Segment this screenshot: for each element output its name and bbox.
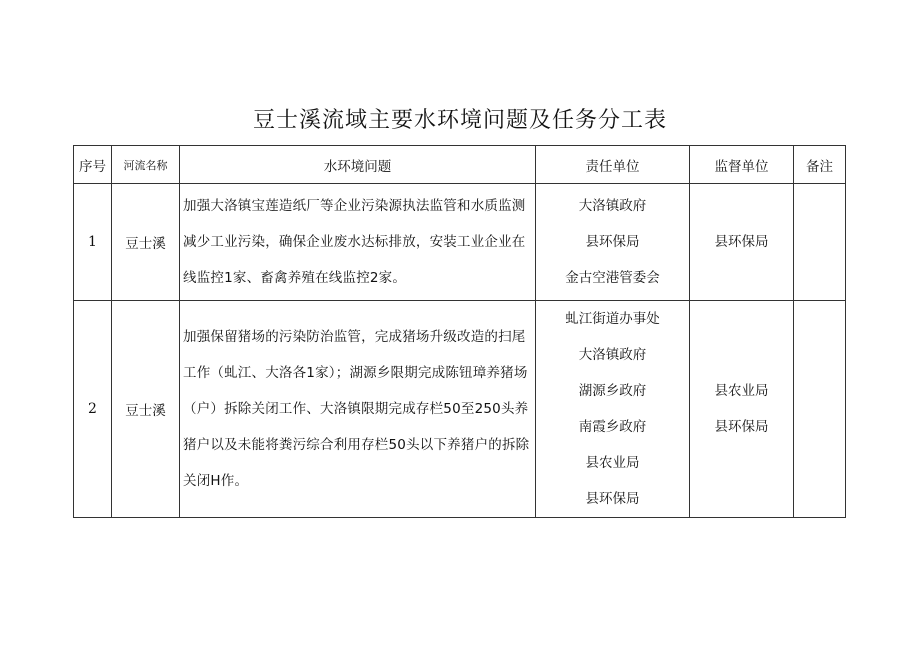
row-serial: 1 (74, 184, 112, 301)
supervisor-unit: 县环保局 (714, 419, 769, 435)
task-table (73, 145, 846, 518)
row-river: 豆士溪 (112, 184, 180, 301)
row-serial: 2 (74, 301, 112, 518)
responsible-unit: 县环保局 (585, 234, 640, 250)
responsible-unit: 县农业局 (585, 455, 640, 471)
header-responsible: 责任单位 (536, 146, 690, 184)
responsible-unit: 虬江街道办事处 (565, 311, 660, 327)
header-river: 河流名称 (112, 146, 180, 184)
row-river: 豆士溪 (112, 301, 180, 518)
row-supervisor (690, 184, 794, 301)
row-supervisor (690, 301, 794, 518)
table-row (74, 301, 846, 518)
page-title: 豆士溪流域主要水环境问题及任务分工表 (252, 108, 667, 133)
header-serial: 序号 (74, 146, 112, 184)
responsible-unit: 大洛镇政府 (578, 198, 647, 214)
row-remarks (794, 301, 846, 518)
supervisor-unit: 县环保局 (714, 234, 769, 250)
supervisor-unit: 县农业局 (714, 383, 769, 399)
table-row (74, 184, 846, 301)
header-remarks: 备注 (794, 146, 846, 184)
responsible-unit: 县环保局 (585, 491, 640, 507)
row-responsible (536, 301, 690, 518)
row-responsible (536, 184, 690, 301)
responsible-unit: 湖源乡政府 (578, 383, 647, 399)
responsible-unit: 南霞乡政府 (578, 419, 647, 435)
responsible-unit: 大洛镇政府 (578, 347, 647, 363)
row-problem: 加强大洛镇宝莲造纸厂等企业污染源执法监管和水质监测减少工业污染，确保企业废水达标排放，安装工业企业在线监控1家、畜禽养殖在线监控2家。 (180, 184, 536, 301)
responsible-unit: 金古空港管委会 (565, 270, 660, 286)
row-problem: 加强保留猪场的污染防治监管，完成猪场升级改造的扫尾工作（虬江、大洛各1家）；湖源乡限期完成陈钮璋养猪场（户）拆除关闭工作、大洛镇限期完成存栏50至250头养猪户以及未能将粪污综合利用存栏50头以下养猪户的拆除关闭H作。 (180, 301, 536, 518)
table-header-row (74, 146, 846, 184)
header-supervisor: 监督单位 (690, 146, 794, 184)
row-remarks (794, 184, 846, 301)
header-problem: 水环境问题 (180, 146, 536, 184)
